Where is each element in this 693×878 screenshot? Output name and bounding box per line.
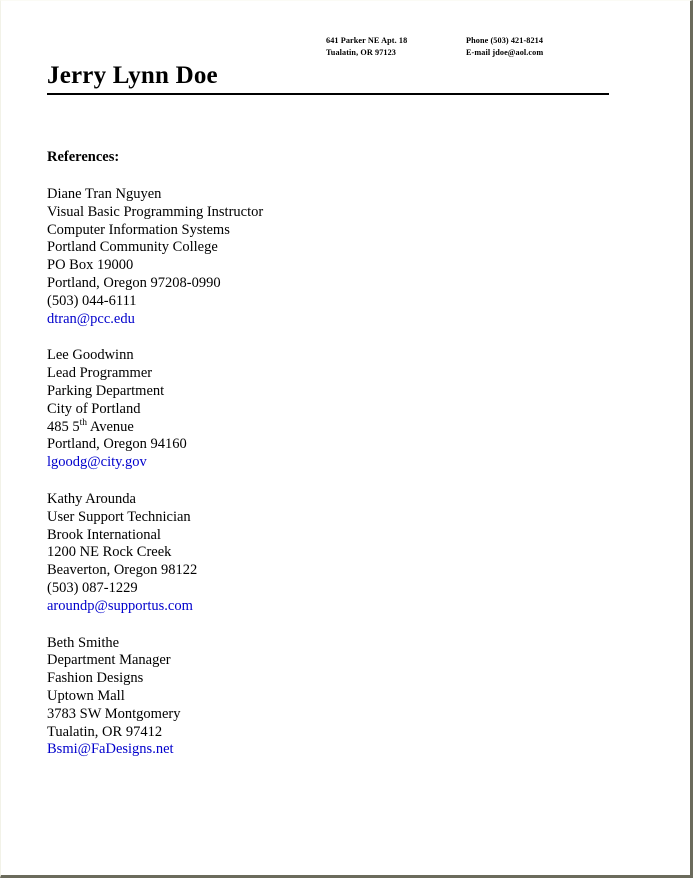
reference-email-link[interactable]: lgoodg@city.gov bbox=[47, 454, 147, 471]
reference-title: Visual Basic Programming Instructor bbox=[47, 203, 264, 220]
reference-organization: Portland Community College bbox=[47, 239, 218, 256]
reference-title: Department Manager bbox=[47, 652, 171, 669]
section-heading-references: References: bbox=[47, 149, 120, 165]
reference-address-line-1: 1200 NE Rock Creek bbox=[47, 544, 172, 561]
header-address-column bbox=[326, 35, 466, 58]
reference-phone: (503) 044-6111 bbox=[47, 292, 137, 309]
reference-name: Kathy Arounda bbox=[47, 490, 136, 507]
reference-name: Lee Goodwinn bbox=[47, 347, 134, 364]
reference-organization: Fashion Designs bbox=[47, 670, 144, 687]
ordinal-suffix: th bbox=[79, 417, 88, 428]
reference-address-line-2: Beaverton, Oregon 98122 bbox=[47, 562, 198, 579]
reference-email-link[interactable]: dtran@pcc.edu bbox=[47, 310, 135, 327]
header-email: E-mail jdoe@aol.com bbox=[466, 47, 544, 57]
reference-address-line-1: PO Box 19000 bbox=[47, 257, 134, 274]
header-phone: Phone (503) 421-8214 bbox=[466, 36, 544, 45]
reference-entry bbox=[47, 186, 607, 328]
reference-department: Computer Information Systems bbox=[47, 221, 230, 238]
header-divider bbox=[47, 93, 609, 95]
reference-phone: (503) 087-1229 bbox=[47, 579, 138, 596]
reference-entry bbox=[47, 491, 607, 616]
reference-title: User Support Technician bbox=[47, 508, 191, 525]
reference-name: Diane Tran Nguyen bbox=[47, 186, 162, 202]
reference-email-link[interactable]: Bsmi@FaDesigns.net bbox=[47, 741, 174, 758]
reference-location: Uptown Mall bbox=[47, 687, 125, 704]
reference-address-line-1 bbox=[47, 419, 607, 437]
header-address-line-2: Tualatin, OR 97123 bbox=[326, 47, 396, 57]
reference-entry bbox=[47, 635, 607, 760]
reference-organization: Brook International bbox=[47, 526, 161, 543]
reference-address-line-1: 3783 SW Montgomery bbox=[47, 705, 181, 722]
reference-department: Parking Department bbox=[47, 382, 165, 399]
reference-address-line-2: Tualatin, OR 97412 bbox=[47, 723, 163, 740]
page-content bbox=[1, 1, 691, 876]
street-number: 485 5 bbox=[47, 418, 80, 435]
header-address-line-1: 641 Parker NE Apt. 18 bbox=[326, 36, 408, 45]
reference-address-line-2: Portland, Oregon 97208-0990 bbox=[47, 274, 221, 291]
header-contact-column bbox=[466, 35, 626, 58]
reference-title: Lead Programmer bbox=[47, 365, 153, 382]
header-contact-block bbox=[326, 35, 626, 58]
reference-name: Beth Smithe bbox=[47, 634, 120, 651]
reference-entry bbox=[47, 347, 607, 472]
page-title: Jerry Lynn Doe bbox=[47, 62, 218, 89]
reference-organization: City of Portland bbox=[47, 400, 141, 417]
references-list bbox=[47, 186, 607, 778]
reference-email-link[interactable]: aroundp@supportus.com bbox=[47, 597, 193, 614]
street-name: Avenue bbox=[87, 418, 134, 435]
reference-address-line-2: Portland, Oregon 94160 bbox=[47, 436, 187, 453]
